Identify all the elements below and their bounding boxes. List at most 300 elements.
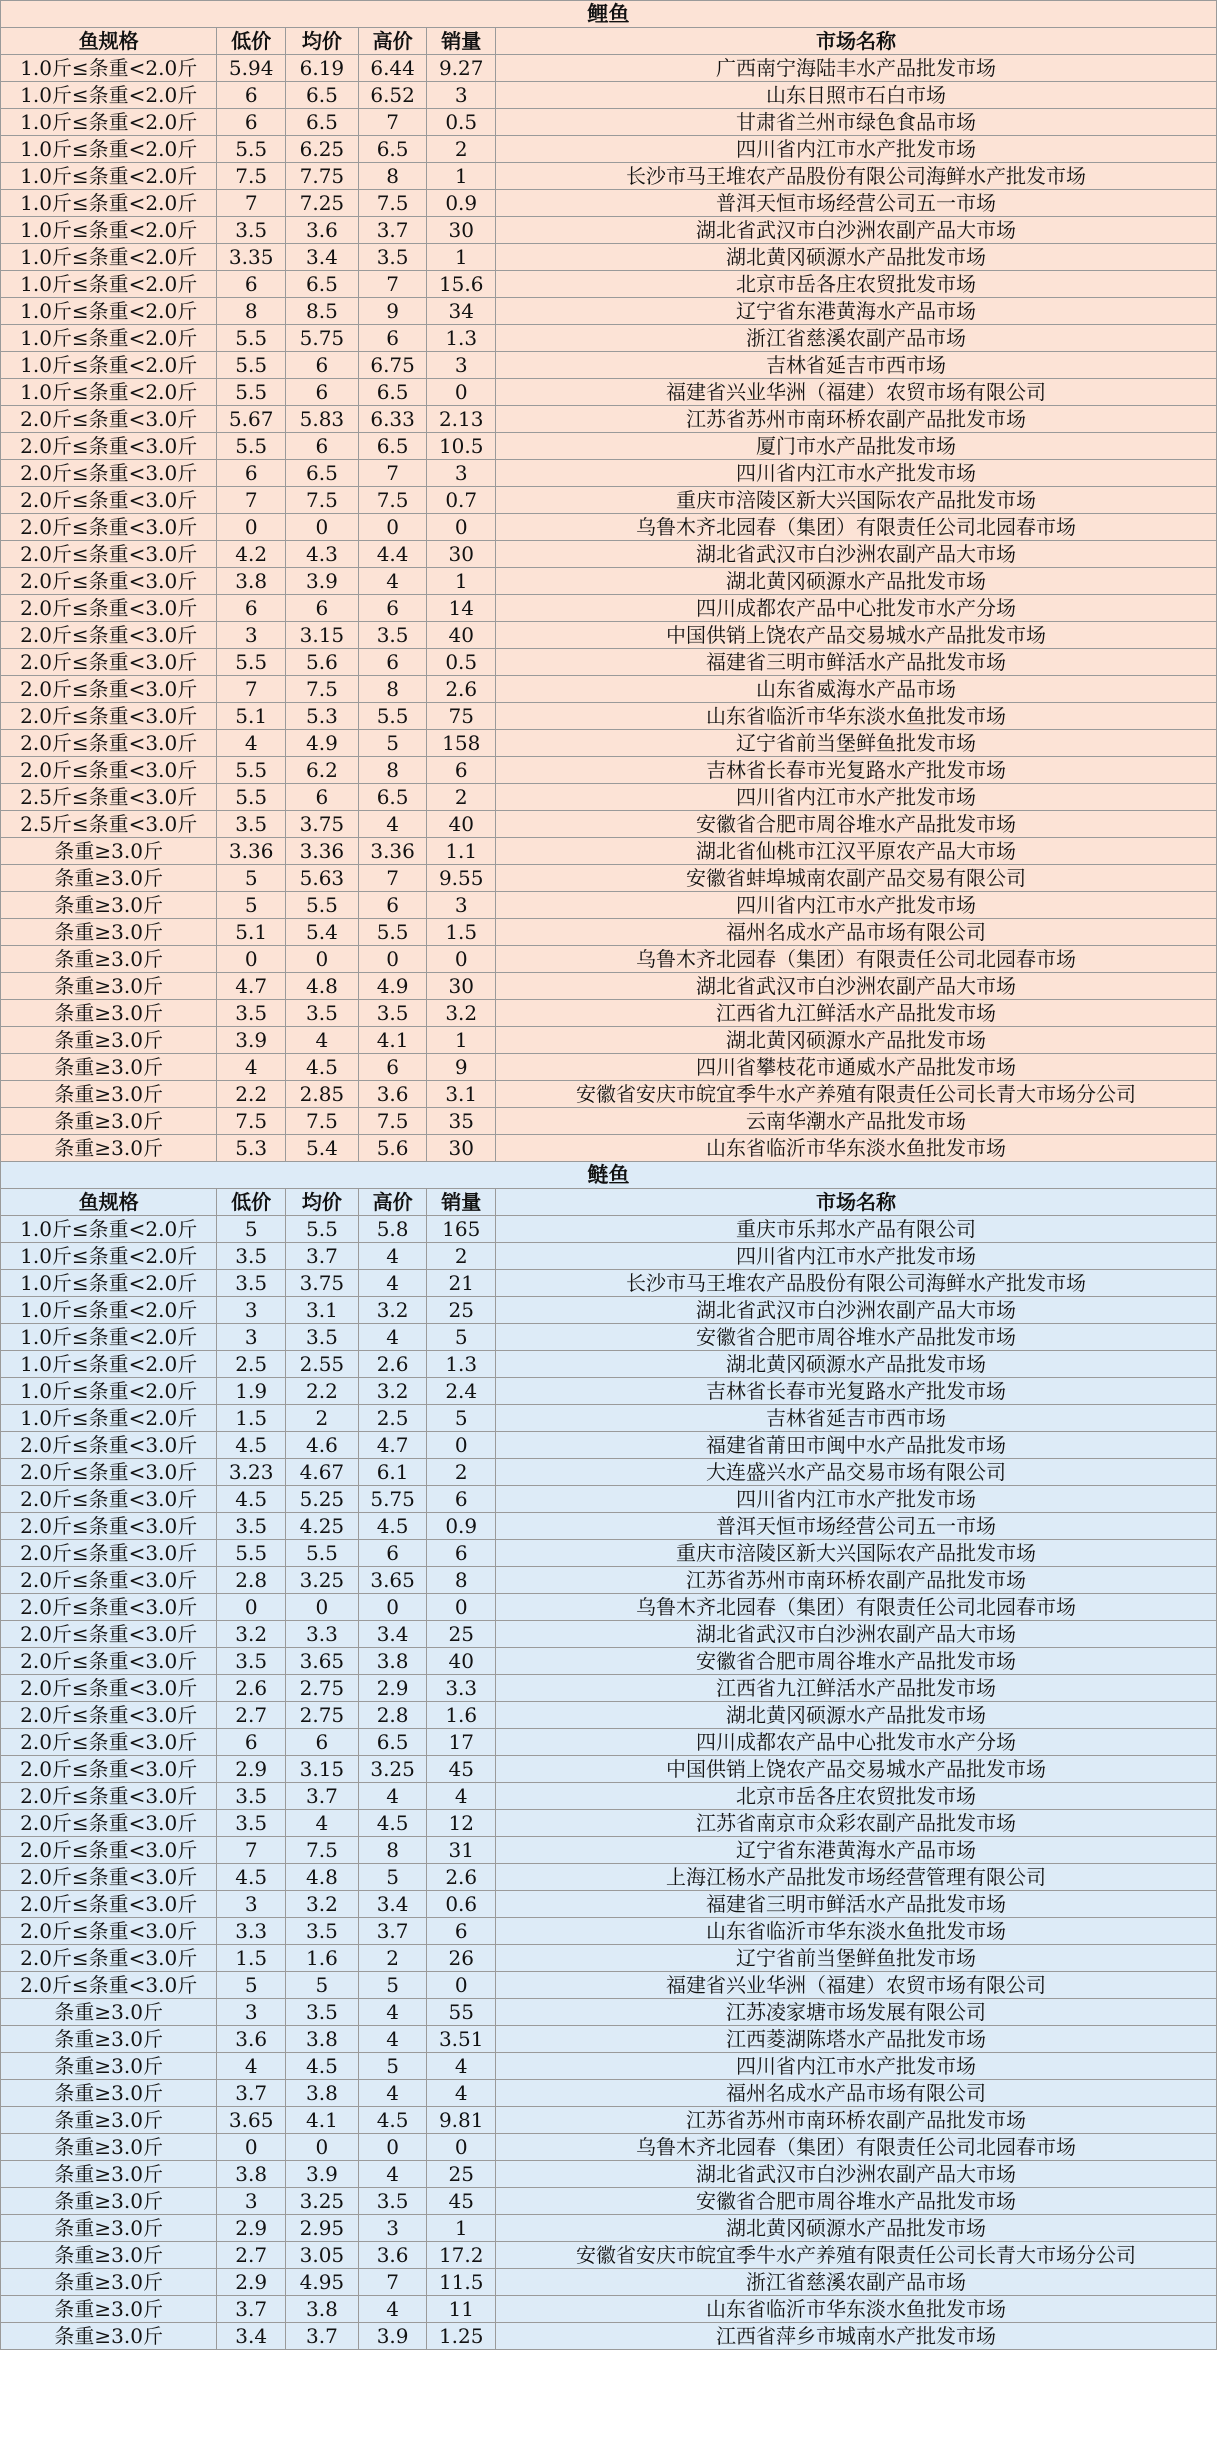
table-row	[1, 595, 1217, 622]
cell-high: 4.5	[358, 1513, 427, 1540]
cell-market: 湖北黄冈硕源水产品批发市场	[496, 2215, 1217, 2242]
cell-avg: 0	[285, 2134, 358, 2161]
table-row	[1, 1972, 1217, 1999]
cell-avg: 2.2	[285, 1378, 358, 1405]
cell-avg: 3.5	[285, 1324, 358, 1351]
cell-low: 3.7	[217, 2080, 286, 2107]
cell-market: 山东省临沂市华东淡水鱼批发市场	[496, 1135, 1217, 1162]
cell-market: 江西省九江鲜活水产品批发市场	[496, 1675, 1217, 1702]
cell-high: 4.9	[358, 973, 427, 1000]
cell-market: 中国供销上饶农产品交易城水产品批发市场	[496, 1756, 1217, 1783]
cell-volume: 17	[427, 1729, 496, 1756]
cell-low: 3.5	[217, 811, 286, 838]
cell-avg: 3.9	[285, 2161, 358, 2188]
table-row	[1, 2296, 1217, 2323]
cell-volume: 2.4	[427, 1378, 496, 1405]
cell-avg: 5	[285, 1972, 358, 1999]
cell-volume: 1	[427, 163, 496, 190]
cell-market: 浙江省慈溪农副产品市场	[496, 2269, 1217, 2296]
table-row	[1, 1648, 1217, 1675]
cell-avg: 3.75	[285, 1270, 358, 1297]
cell-market: 湖北黄冈硕源水产品批发市场	[496, 1351, 1217, 1378]
cell-volume: 34	[427, 298, 496, 325]
cell-volume: 30	[427, 973, 496, 1000]
cell-low: 2.9	[217, 2269, 286, 2296]
cell-high: 2.8	[358, 1702, 427, 1729]
table-row	[1, 1810, 1217, 1837]
cell-avg: 4.8	[285, 973, 358, 1000]
cell-avg: 6.5	[285, 460, 358, 487]
cell-market: 湖北省仙桃市江汉平原农产品大市场	[496, 838, 1217, 865]
cell-low: 2.9	[217, 1756, 286, 1783]
cell-low: 7	[217, 487, 286, 514]
cell-high: 2.6	[358, 1351, 427, 1378]
cell-market: 湖北黄冈硕源水产品批发市场	[496, 568, 1217, 595]
table-row	[1, 703, 1217, 730]
header-high: 高价	[358, 28, 427, 55]
cell-low: 5.5	[217, 433, 286, 460]
table-row	[1, 1675, 1217, 1702]
table-row	[1, 1216, 1217, 1243]
cell-market: 乌鲁木齐北园春（集团）有限责任公司北园春市场	[496, 946, 1217, 973]
cell-spec: 条重≥3.0斤	[1, 1108, 217, 1135]
cell-spec: 1.0斤≤条重<2.0斤	[1, 163, 217, 190]
cell-spec: 2.0斤≤条重<3.0斤	[1, 1702, 217, 1729]
cell-high: 4	[358, 2080, 427, 2107]
cell-low: 3.5	[217, 1783, 286, 1810]
cell-high: 6.5	[358, 379, 427, 406]
table-row	[1, 1324, 1217, 1351]
cell-volume: 2	[427, 136, 496, 163]
cell-market: 山东省临沂市华东淡水鱼批发市场	[496, 2296, 1217, 2323]
cell-market: 四川省内江市水产批发市场	[496, 1243, 1217, 1270]
cell-low: 2.5	[217, 1351, 286, 1378]
cell-market: 辽宁省前当堡鲜鱼批发市场	[496, 1945, 1217, 1972]
table-row	[1, 2107, 1217, 2134]
cell-avg: 3.4	[285, 244, 358, 271]
cell-avg: 0	[285, 514, 358, 541]
cell-market: 厦门市水产品批发市场	[496, 433, 1217, 460]
cell-volume: 11.5	[427, 2269, 496, 2296]
cell-avg: 7.75	[285, 163, 358, 190]
cell-high: 8	[358, 1837, 427, 1864]
cell-high: 7	[358, 460, 427, 487]
cell-market: 山东省威海水产品市场	[496, 676, 1217, 703]
cell-market: 福州名成水产品市场有限公司	[496, 2080, 1217, 2107]
cell-low: 5.5	[217, 325, 286, 352]
table-row	[1, 1081, 1217, 1108]
cell-avg: 3.3	[285, 1621, 358, 1648]
cell-high: 6.52	[358, 82, 427, 109]
table-row	[1, 676, 1217, 703]
cell-high: 3.6	[358, 2242, 427, 2269]
cell-low: 3.5	[217, 1513, 286, 1540]
cell-market: 重庆市涪陵区新大兴国际农产品批发市场	[496, 487, 1217, 514]
cell-volume: 75	[427, 703, 496, 730]
cell-high: 8	[358, 676, 427, 703]
cell-volume: 2.6	[427, 1864, 496, 1891]
table-row	[1, 1027, 1217, 1054]
table-row	[1, 1135, 1217, 1162]
cell-high: 4	[358, 1270, 427, 1297]
cell-avg: 5.63	[285, 865, 358, 892]
cell-volume: 3.1	[427, 1081, 496, 1108]
cell-low: 5.5	[217, 136, 286, 163]
cell-volume: 40	[427, 1648, 496, 1675]
cell-avg: 7.5	[285, 1837, 358, 1864]
cell-avg: 4.25	[285, 1513, 358, 1540]
cell-market: 大连盛兴水产品交易市场有限公司	[496, 1459, 1217, 1486]
cell-volume: 0	[427, 1594, 496, 1621]
cell-spec: 2.0斤≤条重<3.0斤	[1, 1837, 217, 1864]
cell-low: 7	[217, 1837, 286, 1864]
table-row	[1, 1405, 1217, 1432]
cell-spec: 2.0斤≤条重<3.0斤	[1, 1972, 217, 1999]
cell-volume: 0.5	[427, 649, 496, 676]
cell-volume: 6	[427, 757, 496, 784]
table-row	[1, 784, 1217, 811]
table-row	[1, 1000, 1217, 1027]
cell-spec: 条重≥3.0斤	[1, 2107, 217, 2134]
cell-volume: 4	[427, 1783, 496, 1810]
cell-high: 3.4	[358, 1891, 427, 1918]
cell-spec: 2.0斤≤条重<3.0斤	[1, 1945, 217, 1972]
table-row	[1, 973, 1217, 1000]
cell-low: 5.94	[217, 55, 286, 82]
section-title: 鲤鱼	[1, 1, 1217, 28]
cell-low: 1.5	[217, 1945, 286, 1972]
cell-volume: 1.6	[427, 1702, 496, 1729]
cell-spec: 2.0斤≤条重<3.0斤	[1, 460, 217, 487]
cell-volume: 4	[427, 2080, 496, 2107]
cell-low: 0	[217, 2134, 286, 2161]
header-row	[1, 28, 1217, 55]
cell-volume: 1.3	[427, 1351, 496, 1378]
cell-volume: 1	[427, 244, 496, 271]
table-row	[1, 1594, 1217, 1621]
cell-low: 3.6	[217, 2026, 286, 2053]
cell-volume: 3	[427, 82, 496, 109]
cell-spec: 条重≥3.0斤	[1, 1000, 217, 1027]
cell-volume: 25	[427, 1621, 496, 1648]
cell-volume: 35	[427, 1108, 496, 1135]
cell-market: 长沙市马王堆农产品股份有限公司海鲜水产批发市场	[496, 163, 1217, 190]
cell-spec: 1.0斤≤条重<2.0斤	[1, 82, 217, 109]
cell-high: 3.2	[358, 1297, 427, 1324]
table-row	[1, 1432, 1217, 1459]
cell-market: 福建省兴业华洲（福建）农贸市场有限公司	[496, 379, 1217, 406]
cell-low: 4	[217, 730, 286, 757]
cell-low: 3.2	[217, 1621, 286, 1648]
cell-market: 吉林省长春市光复路水产批发市场	[496, 1378, 1217, 1405]
cell-volume: 2	[427, 1243, 496, 1270]
cell-volume: 3.51	[427, 2026, 496, 2053]
cell-spec: 1.0斤≤条重<2.0斤	[1, 1216, 217, 1243]
cell-spec: 2.0斤≤条重<3.0斤	[1, 676, 217, 703]
cell-high: 4.7	[358, 1432, 427, 1459]
cell-volume: 30	[427, 541, 496, 568]
cell-spec: 条重≥3.0斤	[1, 973, 217, 1000]
cell-market: 中国供销上饶农产品交易城水产品批发市场	[496, 622, 1217, 649]
cell-high: 5.6	[358, 1135, 427, 1162]
cell-avg: 3.75	[285, 811, 358, 838]
cell-high: 6	[358, 892, 427, 919]
cell-market: 四川省内江市水产批发市场	[496, 892, 1217, 919]
cell-low: 3	[217, 622, 286, 649]
cell-high: 3	[358, 2215, 427, 2242]
cell-volume: 40	[427, 622, 496, 649]
cell-volume: 8	[427, 1567, 496, 1594]
cell-spec: 2.0斤≤条重<3.0斤	[1, 1486, 217, 1513]
cell-high: 9	[358, 298, 427, 325]
cell-high: 7.5	[358, 487, 427, 514]
cell-spec: 条重≥3.0斤	[1, 2188, 217, 2215]
cell-spec: 条重≥3.0斤	[1, 1027, 217, 1054]
cell-spec: 1.0斤≤条重<2.0斤	[1, 55, 217, 82]
cell-volume: 17.2	[427, 2242, 496, 2269]
table-row	[1, 1351, 1217, 1378]
table-row	[1, 1054, 1217, 1081]
cell-spec: 2.0斤≤条重<3.0斤	[1, 1864, 217, 1891]
cell-spec: 2.0斤≤条重<3.0斤	[1, 487, 217, 514]
cell-high: 6.5	[358, 1729, 427, 1756]
cell-avg: 5.83	[285, 406, 358, 433]
table-row	[1, 1459, 1217, 1486]
cell-spec: 2.0斤≤条重<3.0斤	[1, 1648, 217, 1675]
cell-spec: 条重≥3.0斤	[1, 2215, 217, 2242]
table-row	[1, 82, 1217, 109]
header-avg: 均价	[285, 28, 358, 55]
cell-avg: 5.6	[285, 649, 358, 676]
cell-high: 2.5	[358, 1405, 427, 1432]
cell-volume: 1	[427, 568, 496, 595]
table-row	[1, 2269, 1217, 2296]
cell-market: 普洱天恒市场经营公司五一市场	[496, 190, 1217, 217]
cell-market: 安徽省合肥市周谷堆水产品批发市场	[496, 811, 1217, 838]
cell-volume: 9.27	[427, 55, 496, 82]
cell-market: 长沙市马王堆农产品股份有限公司海鲜水产批发市场	[496, 1270, 1217, 1297]
cell-spec: 2.0斤≤条重<3.0斤	[1, 1891, 217, 1918]
cell-high: 4.5	[358, 1810, 427, 1837]
cell-volume: 0.9	[427, 190, 496, 217]
cell-high: 0	[358, 514, 427, 541]
cell-spec: 1.0斤≤条重<2.0斤	[1, 325, 217, 352]
cell-spec: 2.0斤≤条重<3.0斤	[1, 1675, 217, 1702]
cell-spec: 2.0斤≤条重<3.0斤	[1, 1432, 217, 1459]
cell-spec: 2.0斤≤条重<3.0斤	[1, 1459, 217, 1486]
table-row	[1, 2026, 1217, 2053]
cell-high: 3.36	[358, 838, 427, 865]
cell-high: 8	[358, 757, 427, 784]
table-row	[1, 190, 1217, 217]
cell-high: 6.44	[358, 55, 427, 82]
cell-low: 4	[217, 2053, 286, 2080]
carp-section	[1, 1, 1217, 1162]
cell-spec: 2.0斤≤条重<3.0斤	[1, 649, 217, 676]
cell-high: 5.8	[358, 1216, 427, 1243]
header-market: 市场名称	[496, 28, 1217, 55]
cell-high: 3.7	[358, 1918, 427, 1945]
cell-avg: 2.75	[285, 1702, 358, 1729]
cell-spec: 条重≥3.0斤	[1, 2026, 217, 2053]
table-row	[1, 757, 1217, 784]
cell-low: 4.5	[217, 1486, 286, 1513]
cell-low: 3.4	[217, 2323, 286, 2350]
cell-avg: 2.95	[285, 2215, 358, 2242]
table-row	[1, 325, 1217, 352]
cell-volume: 165	[427, 1216, 496, 1243]
cell-high: 0	[358, 1594, 427, 1621]
cell-avg: 6.19	[285, 55, 358, 82]
cell-volume: 10.5	[427, 433, 496, 460]
cell-market: 山东省临沂市华东淡水鱼批发市场	[496, 703, 1217, 730]
cell-low: 3.65	[217, 2107, 286, 2134]
cell-low: 3	[217, 1324, 286, 1351]
cell-spec: 条重≥3.0斤	[1, 1999, 217, 2026]
cell-high: 4	[358, 2026, 427, 2053]
cell-volume: 45	[427, 1756, 496, 1783]
cell-avg: 5.5	[285, 1540, 358, 1567]
cell-low: 5.1	[217, 703, 286, 730]
cell-volume: 2	[427, 1459, 496, 1486]
cell-spec: 条重≥3.0斤	[1, 865, 217, 892]
cell-spec: 条重≥3.0斤	[1, 2269, 217, 2296]
cell-volume: 3	[427, 352, 496, 379]
cell-low: 7	[217, 190, 286, 217]
cell-high: 6	[358, 1540, 427, 1567]
table-row	[1, 2080, 1217, 2107]
cell-high: 7	[358, 109, 427, 136]
cell-market: 山东省临沂市华东淡水鱼批发市场	[496, 1918, 1217, 1945]
cell-low: 2.9	[217, 2215, 286, 2242]
cell-low: 7	[217, 676, 286, 703]
cell-market: 吉林省延吉市西市场	[496, 352, 1217, 379]
header-low: 低价	[217, 1189, 286, 1216]
cell-avg: 4.3	[285, 541, 358, 568]
cell-avg: 6.2	[285, 757, 358, 784]
cell-volume: 3	[427, 460, 496, 487]
cell-low: 7.5	[217, 1108, 286, 1135]
cell-spec: 1.0斤≤条重<2.0斤	[1, 136, 217, 163]
cell-volume: 0	[427, 1432, 496, 1459]
table-row	[1, 1864, 1217, 1891]
cell-volume: 26	[427, 1945, 496, 1972]
cell-spec: 1.0斤≤条重<2.0斤	[1, 109, 217, 136]
cell-low: 6	[217, 460, 286, 487]
cell-market: 湖北省武汉市白沙洲农副产品大市场	[496, 2161, 1217, 2188]
cell-low: 5.1	[217, 919, 286, 946]
cell-spec: 条重≥3.0斤	[1, 892, 217, 919]
cell-avg: 3.8	[285, 2026, 358, 2053]
cell-market: 湖北省武汉市白沙洲农副产品大市场	[496, 217, 1217, 244]
cell-avg: 5.3	[285, 703, 358, 730]
cell-avg: 3.05	[285, 2242, 358, 2269]
cell-high: 5	[358, 1972, 427, 1999]
cell-low: 3.3	[217, 1918, 286, 1945]
cell-volume: 0	[427, 946, 496, 973]
cell-volume: 1	[427, 1027, 496, 1054]
cell-spec: 1.0斤≤条重<2.0斤	[1, 379, 217, 406]
cell-low: 4.5	[217, 1432, 286, 1459]
cell-market: 江西菱湖陈塔水产品批发市场	[496, 2026, 1217, 2053]
cell-avg: 4	[285, 1810, 358, 1837]
header-avg: 均价	[285, 1189, 358, 1216]
cell-low: 3.5	[217, 1243, 286, 1270]
cell-high: 2.9	[358, 1675, 427, 1702]
cell-spec: 条重≥3.0斤	[1, 919, 217, 946]
cell-avg: 5.5	[285, 892, 358, 919]
cell-low: 3.23	[217, 1459, 286, 1486]
cell-volume: 9.81	[427, 2107, 496, 2134]
cell-high: 4	[358, 2296, 427, 2323]
cell-avg: 6	[285, 433, 358, 460]
cell-avg: 6.5	[285, 109, 358, 136]
cell-volume: 1.5	[427, 919, 496, 946]
cell-low: 5	[217, 892, 286, 919]
cell-spec: 2.0斤≤条重<3.0斤	[1, 622, 217, 649]
cell-spec: 1.0斤≤条重<2.0斤	[1, 271, 217, 298]
cell-high: 8	[358, 163, 427, 190]
cell-spec: 2.0斤≤条重<3.0斤	[1, 1756, 217, 1783]
cell-high: 7.5	[358, 1108, 427, 1135]
header-volume: 销量	[427, 1189, 496, 1216]
cell-spec: 1.0斤≤条重<2.0斤	[1, 217, 217, 244]
cell-spec: 2.0斤≤条重<3.0斤	[1, 1567, 217, 1594]
cell-low: 3.5	[217, 1000, 286, 1027]
cell-avg: 6.5	[285, 82, 358, 109]
cell-low: 0	[217, 1594, 286, 1621]
cell-market: 四川省攀枝花市通威水产品批发市场	[496, 1054, 1217, 1081]
cell-avg: 6	[285, 595, 358, 622]
table-row	[1, 352, 1217, 379]
cell-volume: 30	[427, 1135, 496, 1162]
cell-avg: 3.15	[285, 622, 358, 649]
section-title-row	[1, 1162, 1217, 1189]
table-row	[1, 946, 1217, 973]
section-title-row	[1, 1, 1217, 28]
header-spec: 鱼规格	[1, 28, 217, 55]
cell-spec: 条重≥3.0斤	[1, 2296, 217, 2323]
cell-low: 0	[217, 514, 286, 541]
cell-avg: 5.75	[285, 325, 358, 352]
cell-high: 3.25	[358, 1756, 427, 1783]
table-row	[1, 1756, 1217, 1783]
cell-volume: 12	[427, 1810, 496, 1837]
cell-volume: 5	[427, 1324, 496, 1351]
table-row	[1, 244, 1217, 271]
cell-volume: 0	[427, 514, 496, 541]
cell-market: 安徽省合肥市周谷堆水产品批发市场	[496, 1324, 1217, 1351]
cell-volume: 1.3	[427, 325, 496, 352]
cell-avg: 4.5	[285, 1054, 358, 1081]
cell-market: 辽宁省东港黄海水产品市场	[496, 1837, 1217, 1864]
cell-market: 乌鲁木齐北园春（集团）有限责任公司北园春市场	[496, 1594, 1217, 1621]
cell-market: 普洱天恒市场经营公司五一市场	[496, 1513, 1217, 1540]
cell-volume: 14	[427, 595, 496, 622]
cell-high: 3.5	[358, 622, 427, 649]
cell-high: 2	[358, 1945, 427, 1972]
cell-high: 3.2	[358, 1378, 427, 1405]
cell-low: 4	[217, 1054, 286, 1081]
cell-spec: 2.0斤≤条重<3.0斤	[1, 1594, 217, 1621]
cell-spec: 2.0斤≤条重<3.0斤	[1, 703, 217, 730]
cell-volume: 2.6	[427, 676, 496, 703]
header-volume: 销量	[427, 28, 496, 55]
cell-market: 四川省内江市水产批发市场	[496, 136, 1217, 163]
cell-spec: 条重≥3.0斤	[1, 2161, 217, 2188]
cell-market: 乌鲁木齐北园春（集团）有限责任公司北园春市场	[496, 2134, 1217, 2161]
cell-avg: 3.7	[285, 1243, 358, 1270]
